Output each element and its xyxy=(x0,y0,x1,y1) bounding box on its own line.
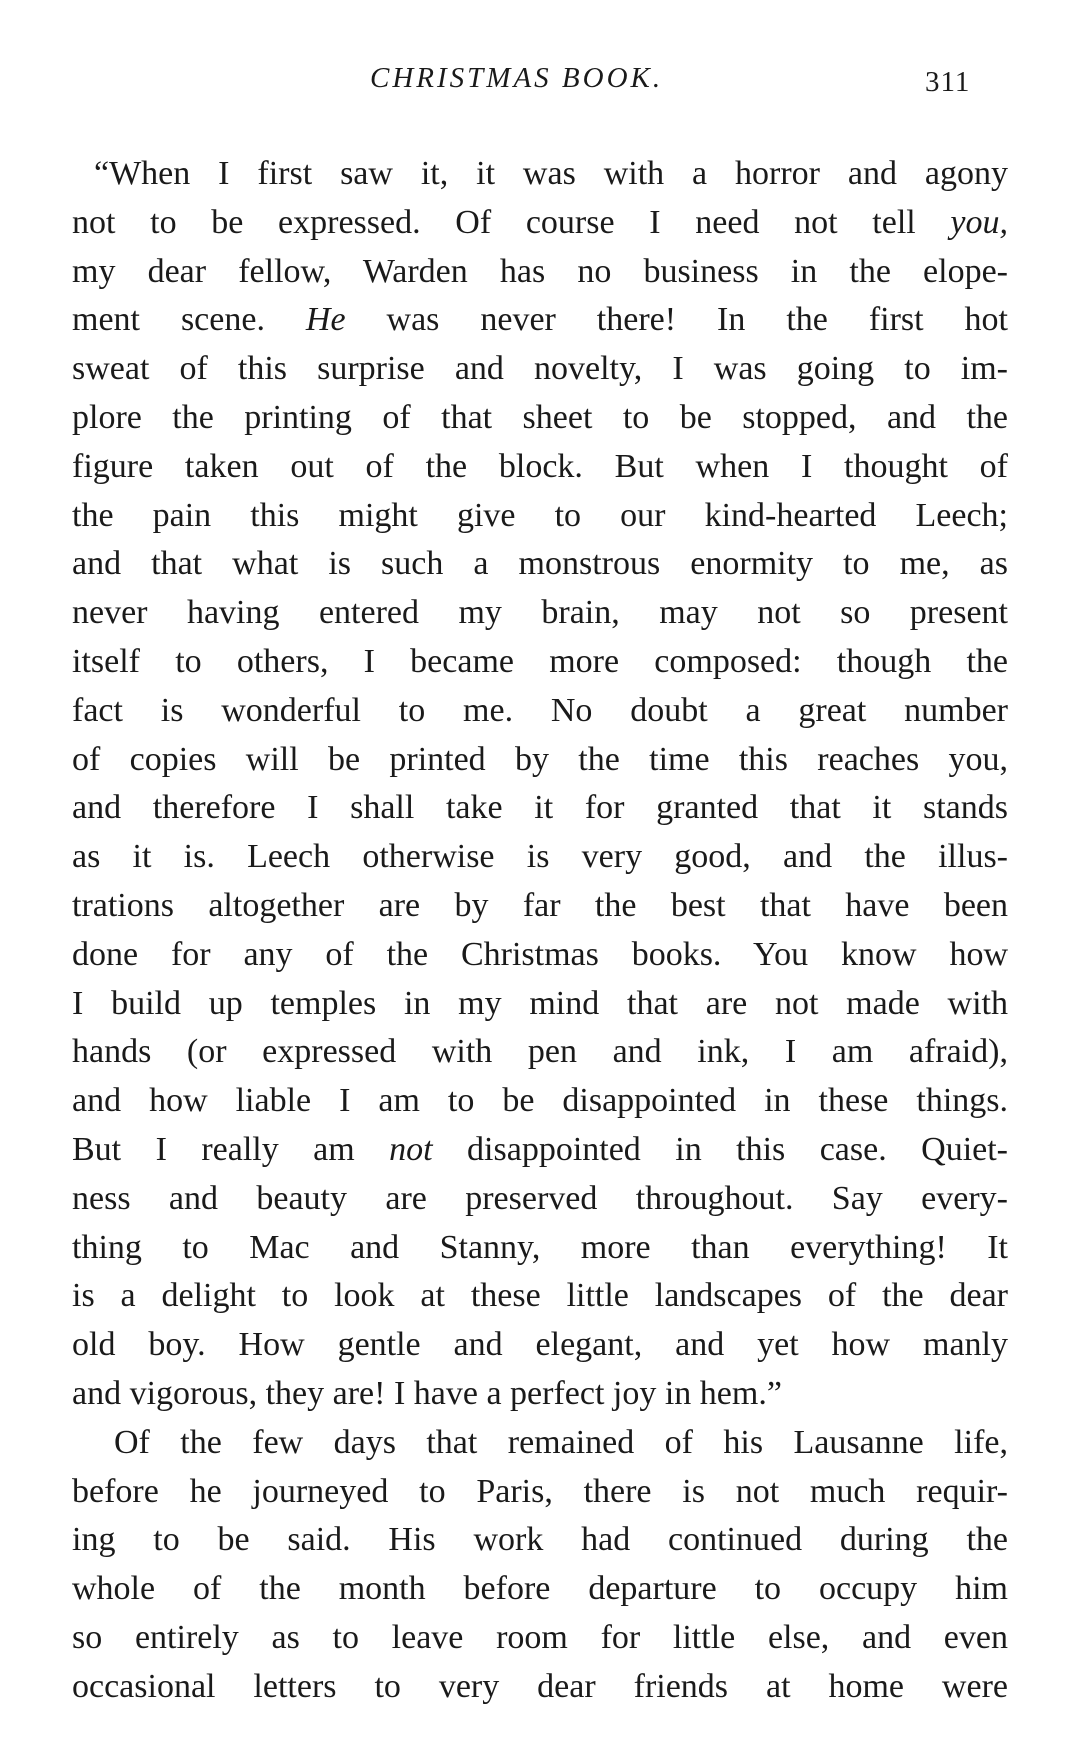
line-text: my dear fellow, Warden has no business in the elope- xyxy=(72,252,1008,290)
line-text: before he journeyed to Paris, there is not much requir- xyxy=(72,1472,1008,1510)
text-line xyxy=(72,1370,1008,1419)
text-line xyxy=(72,296,1008,345)
text-line xyxy=(72,1077,1008,1126)
line-text: itself to others, I became more composed: though the xyxy=(72,642,1008,680)
text-line xyxy=(72,980,1008,1029)
line-text: and that what is such a monstrous enormity to me, as xyxy=(72,545,1008,583)
text-line xyxy=(72,1028,1008,1077)
text-line xyxy=(72,1468,1008,1517)
line-text: But I really am xyxy=(72,1130,390,1168)
line-text: is a delight to look at these little landscapes of the dear xyxy=(72,1277,1008,1315)
line-text: and therefore I shall take it for granted that it stands xyxy=(72,789,1008,827)
text-line xyxy=(72,443,1008,492)
text-line xyxy=(72,1126,1008,1175)
line-text: fact is wonderful to me. No doubt a great number xyxy=(72,691,1008,729)
text-line xyxy=(72,1419,1008,1468)
text-line xyxy=(72,1321,1008,1370)
text-line xyxy=(72,1224,1008,1273)
line-text: not to be expressed. Of course I need not tell xyxy=(72,203,951,241)
line-text: sweat of this surprise and novelty, I was going to im- xyxy=(72,350,1008,388)
text-line xyxy=(72,736,1008,785)
line-text: the pain this might give to our kind-hearted Leech; xyxy=(72,496,1008,534)
text-line xyxy=(72,882,1008,931)
line-text: ment scene. xyxy=(72,301,306,339)
text-line xyxy=(72,1272,1008,1321)
line-text: I build up temples in my mind that are not made with xyxy=(72,984,1008,1022)
line-text: hands (or expressed with pen and ink, I am afraid), xyxy=(72,1033,1008,1071)
text-line xyxy=(72,1516,1008,1565)
text-line xyxy=(72,345,1008,394)
text-line xyxy=(72,589,1008,638)
italic-word: not xyxy=(389,1130,433,1168)
line-text: of copies will be printed by the time this reaches you, xyxy=(72,740,1008,778)
line-text: Of the few days that remained of his Lausanne life, xyxy=(114,1423,1008,1461)
text-line xyxy=(72,150,1008,199)
text-line xyxy=(72,540,1008,589)
line-text: and how liable I am to be disappointed in these things. xyxy=(72,1082,1008,1120)
paragraph xyxy=(72,1419,1008,1712)
text-line xyxy=(72,1614,1008,1663)
italic-word: He xyxy=(305,301,346,339)
line-text: so entirely as to leave room for little else, and even xyxy=(72,1618,1008,1656)
line-text: was never there! In the first hot xyxy=(345,301,1008,339)
line-text: as it is. Leech otherwise is very good, and the illus- xyxy=(72,838,1008,876)
text-line xyxy=(72,784,1008,833)
body-text xyxy=(72,150,1008,1712)
text-line xyxy=(72,931,1008,980)
italic-word: you, xyxy=(950,203,1008,241)
text-line xyxy=(72,1565,1008,1614)
text-line xyxy=(72,492,1008,541)
line-text: disappointed in this case. Quiet- xyxy=(432,1130,1008,1168)
line-text: old boy. How gentle and elegant, and yet how manly xyxy=(72,1326,1008,1364)
line-text: never having entered my brain, may not so present xyxy=(72,594,1008,632)
text-line xyxy=(72,1663,1008,1712)
line-text: plore the printing of that sheet to be stopped, and the xyxy=(72,398,1008,436)
line-text: ing to be said. His work had continued during the xyxy=(72,1521,1008,1559)
text-line xyxy=(72,687,1008,736)
line-text: and vigorous, they are! I have a perfect joy in hem.” xyxy=(72,1374,782,1412)
text-line xyxy=(72,248,1008,297)
line-text: done for any of the Christmas books. You know how xyxy=(72,935,1008,973)
line-text: thing to Mac and Stanny, more than everything! It xyxy=(72,1228,1008,1266)
running-head xyxy=(0,62,1087,102)
text-line xyxy=(72,199,1008,248)
line-text: figure taken out of the block. But when I thought of xyxy=(72,447,1008,485)
text-line xyxy=(72,833,1008,882)
line-text: ness and beauty are preserved throughout. Say every- xyxy=(72,1179,1008,1217)
line-text: whole of the month before departure to occupy him xyxy=(72,1570,1008,1608)
text-line xyxy=(72,638,1008,687)
line-text: trations altogether are by far the best that have been xyxy=(72,886,1008,924)
line-text: “When I first saw it, it was with a horror and agony xyxy=(94,155,1008,192)
text-line xyxy=(72,394,1008,443)
text-line xyxy=(72,1175,1008,1224)
running-title: CHRISTMAS BOOK. xyxy=(370,62,664,94)
page-number: 311 xyxy=(925,66,971,98)
line-text: occasional letters to very dear friends at home were xyxy=(72,1667,1008,1705)
paragraph xyxy=(72,150,1008,1419)
